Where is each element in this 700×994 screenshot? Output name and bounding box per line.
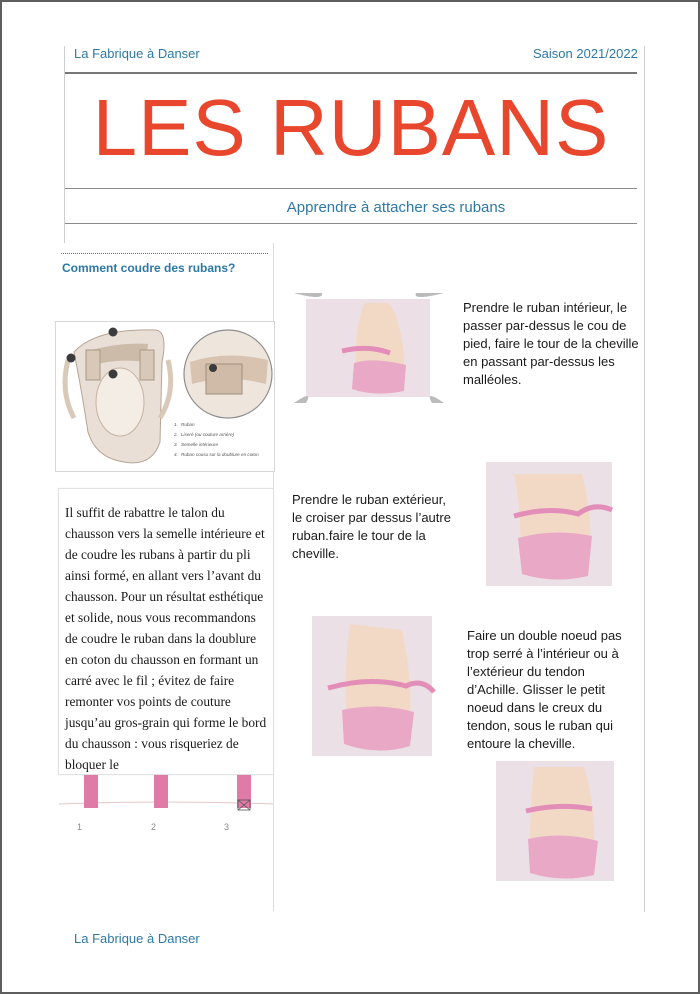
svg-text:1: 1 bbox=[77, 822, 83, 832]
ribbon-step-photo-1 bbox=[294, 293, 444, 403]
svg-text:Ruban: Ruban bbox=[181, 422, 195, 427]
stitching-steps-illustration bbox=[59, 772, 273, 842]
svg-text:Ruban cousu sur la doublure en: Ruban cousu sur la doublure en coton bbox=[181, 452, 259, 457]
right-margin-line bbox=[644, 46, 645, 912]
sidebar-heading: Comment coudre des rubans? bbox=[62, 261, 236, 275]
document-page bbox=[2, 2, 698, 992]
svg-text:4.: 4. bbox=[174, 452, 178, 457]
sewing-instructions: Il suffit de rabattre le talon du chausson vers la semelle intérieure et de coudre les rubans à partir du pli ainsi formé, en allant vers l’avant du chausson. Pour un résultat esthétique et solide, nous vous recommandons de coudre le ruban dans la doublure en coton du chausson en formant un carré avec le fil ; évitez de faire remonter vos points de couture jusqu’au gros-grain qui forme le bord du chausson : vous risqueriez de bloquer le bbox=[65, 505, 267, 772]
ribbon-step-photo-4 bbox=[480, 747, 630, 895]
page-subtitle: Apprendre à attacher ses rubans bbox=[286, 199, 506, 216]
svg-text:1.: 1. bbox=[174, 422, 178, 427]
svg-text:3: 3 bbox=[224, 822, 230, 832]
page-title: LES RUBANS bbox=[92, 83, 610, 172]
svg-text:3.: 3. bbox=[174, 442, 178, 447]
svg-text:Semelle intérieure: Semelle intérieure bbox=[181, 442, 219, 447]
header-brand: La Fabrique à Danser bbox=[74, 46, 200, 61]
title-rule-top bbox=[65, 188, 637, 189]
header-season: Saison 2021/2022 bbox=[533, 46, 638, 61]
step-3-caption: Faire un double noeud pas trop serré à l’intérieur ou à l’extérieur du tendon d’Achille. Glisser le petit noeud dans le creux du tendon, sous le ruban qui entoure la cheville. bbox=[467, 628, 622, 751]
svg-text:Liseré (ou couture arrière): Liseré (ou couture arrière) bbox=[181, 432, 235, 437]
sewing-diagram bbox=[55, 321, 275, 472]
sidebar-dotted-rule bbox=[61, 253, 268, 254]
svg-text:2.: 2. bbox=[174, 432, 178, 437]
footer-brand: La Fabrique à Danser bbox=[74, 931, 200, 946]
svg-text:2: 2 bbox=[151, 822, 157, 832]
ribbon-step-photo-2 bbox=[474, 454, 624, 594]
ribbon-step-photo-3 bbox=[294, 606, 444, 766]
step-2-caption: Prendre le ruban extérieur, le croiser par dessus l’autre ruban.faire le tour de la cheville. bbox=[292, 492, 451, 561]
step-1-caption: Prendre le ruban intérieur, le passer par-dessus le cou de pied, faire le tour de la cheville en passant par-dessus les malléoles. bbox=[463, 300, 639, 387]
title-rule-bottom bbox=[65, 223, 637, 224]
header-rule bbox=[65, 72, 637, 74]
